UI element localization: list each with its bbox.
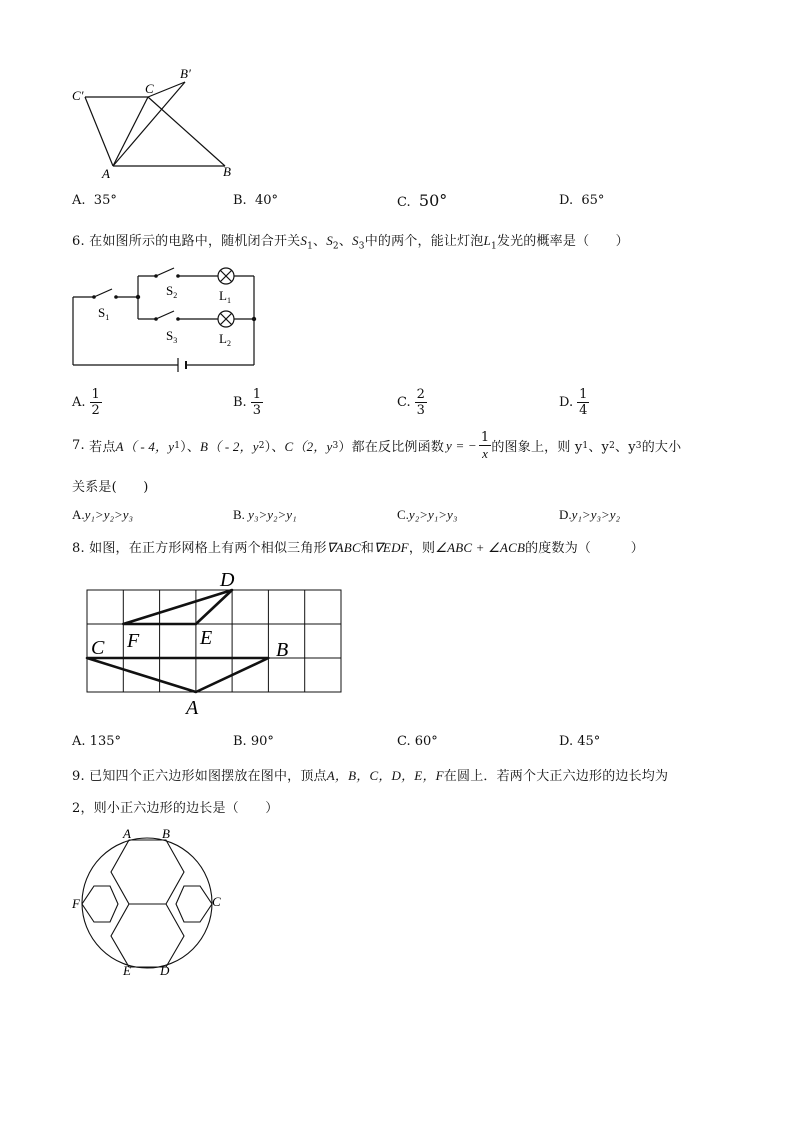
label-a: A — [102, 166, 110, 180]
hex-label-e: E — [123, 963, 131, 978]
q6-option-c[interactable]: C. $\frac{2}{3}$ — [397, 387, 425, 418]
q8-option-b[interactable]: B. 90° — [233, 734, 274, 749]
label-e: E — [200, 627, 213, 649]
label-b: B — [276, 639, 289, 661]
circuit-label-l2: $L_2$ — [219, 331, 231, 348]
q7-stem-line2: 关系是( ) — [72, 480, 149, 495]
q5-option-c[interactable]: C. 50° — [397, 191, 448, 210]
q7-option-c[interactable]: C.y₂>y₁>y₃ — [397, 507, 458, 522]
q9-stem-line2: 2，则小正六边形的边长是（ ） — [72, 801, 279, 816]
q7-option-a[interactable]: A.y₁>y₂>y₃ — [72, 507, 134, 522]
label-a: A — [186, 697, 199, 719]
q8-stem: 8. 如图，在正方形网格上有两个相似三角形∇ABC和∇EDF，则∠ABC + ∠ACB的度数为（ ） — [72, 540, 644, 556]
circuit-label-s3: $S_3$ — [166, 328, 178, 345]
hex-label-a: A — [123, 826, 131, 841]
q9-stem-line1: 9. 已知四个正六边形如图摆放在图中，顶点A，B，C，D，E，F在圆上．若两个大正六边形的边长均为 — [72, 768, 669, 784]
q5-triangle-figure — [60, 60, 250, 180]
hex-label-f: F — [72, 896, 80, 911]
q6-option-d[interactable]: D. $\frac{1}{4}$ — [559, 387, 588, 418]
q8-grid-figure — [80, 568, 350, 723]
q5-option-a[interactable]: A. 35° — [72, 193, 117, 208]
label-f: F — [127, 630, 140, 652]
q5-option-b[interactable]: B. 40° — [233, 193, 278, 208]
q6-stem: 6. 在如图所示的电路中，随机闭合开关$S_1$、$S_2$、$S_3$中的两个，能让灯泡$L_1$发光的概率是（ ） — [72, 233, 629, 252]
q8-option-a[interactable]: A. 135° — [72, 734, 121, 749]
q6-option-b[interactable]: B. $\frac{1}{3}$ — [233, 387, 261, 418]
q7-option-d[interactable]: D.y₁>y₃>y₂ — [559, 507, 621, 522]
label-b: B — [223, 164, 231, 179]
q9-hexagon-circle-figure — [66, 824, 231, 984]
q7-option-b[interactable]: B. y₃>y₂>y₁ — [233, 507, 297, 522]
label-d: D — [220, 569, 235, 591]
q5-option-d[interactable]: D. 65° — [559, 193, 605, 208]
q8-option-d[interactable]: D. 45° — [559, 734, 601, 749]
circuit-label-s2: $S_2$ — [166, 283, 178, 300]
q8-option-c[interactable]: C. 60° — [397, 734, 438, 749]
q6-option-a[interactable]: A. $\frac{1}{2}$ — [72, 387, 100, 418]
hex-label-c: C — [212, 894, 221, 909]
label-b-prime: B′ — [180, 66, 191, 81]
label-c: C — [145, 81, 154, 96]
circuit-label-l1: $L_1$ — [219, 288, 231, 305]
q7-function-fraction: $\frac{1}{x}$ — [480, 430, 490, 461]
circuit-label-s1: $S_1$ — [98, 305, 110, 322]
label-c: C — [91, 637, 105, 659]
hex-label-b: B — [162, 826, 170, 841]
hex-label-d: D — [160, 963, 170, 978]
q7-stem-line1: 7. 若点 A（ - 4，y 1 ）、 B（ - 2，y 2 ）、 C（2，y 3 ）都在反比例函数 y = − $\frac{1}{x}$ 的图象上，则 y 1 、y 2 、y 3 的大小 — [72, 430, 682, 461]
label-c-prime: C′ — [72, 88, 84, 103]
q6-circuit-figure — [66, 262, 266, 377]
